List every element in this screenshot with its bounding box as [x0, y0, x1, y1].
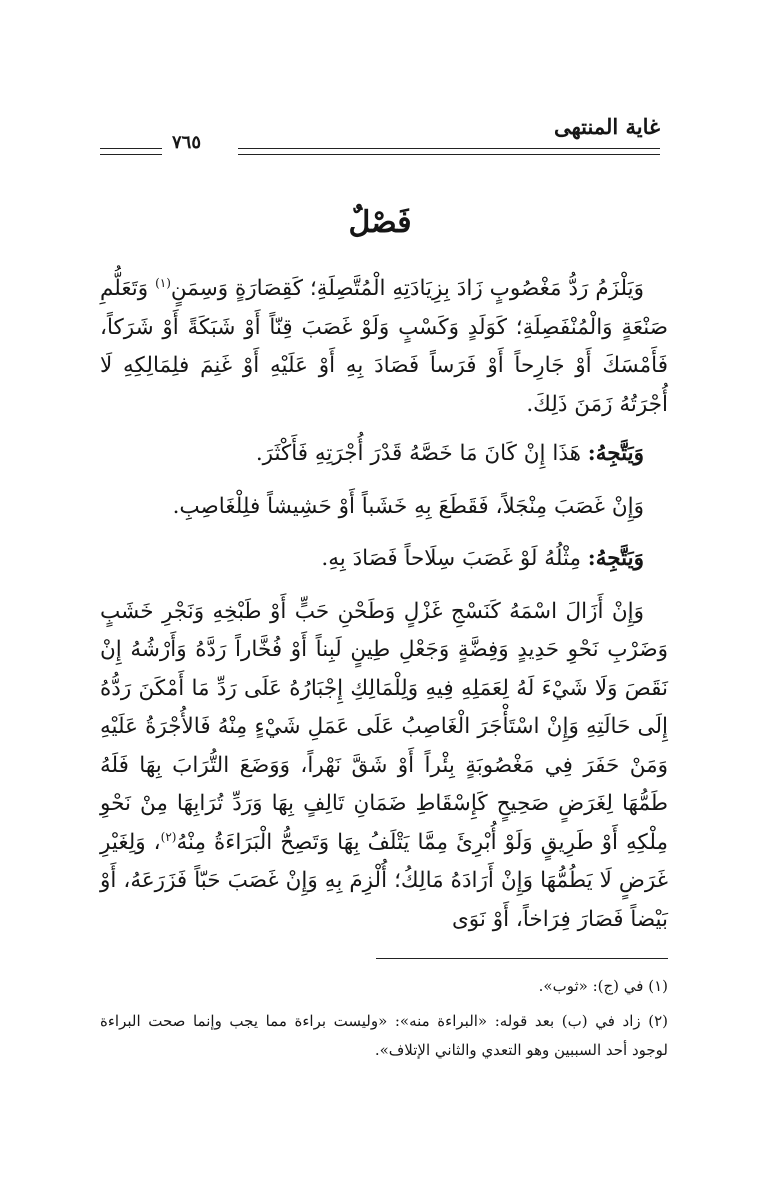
- footnote-separator: [376, 958, 668, 959]
- paragraph-3: [100, 488, 668, 527]
- footnote-ref-2[interactable]: (٢): [160, 829, 177, 844]
- footnotes: [100, 972, 668, 1071]
- paragraph-4: [100, 540, 668, 579]
- main-text: [100, 270, 668, 950]
- paragraph-2: [100, 435, 668, 474]
- paragraph-5: [100, 593, 668, 940]
- yattajih-keyword: وَيَتَّجِهُ:: [587, 546, 644, 571]
- paragraph-1-text: وَيَلْزَمُ رَدُّ مَغْصُوبٍ زَادَ بِزِيَادَتِهِ الْمُتَّصِلَةِ؛ كَقِصَارَةٍ وَسِمَنٍ: [170, 276, 644, 301]
- header-rule-long: [238, 148, 660, 155]
- paragraph-2-text: هَذَا إِنْ كَانَ مَا خَصَّهُ قَدْرَ أُجْرَتِهِ فَأَكْثَرَ.: [255, 441, 588, 466]
- yattajih-keyword: وَيَتَّجِهُ:: [587, 441, 644, 466]
- footnote-2: (٢) زاد في (ب) بعد قوله: «البراءة منه»: «وليست براءة مما يجب وإنما صحت البراءة لوجود أحد السببين وهو التعدي والثاني الإتلاف».: [100, 1012, 668, 1059]
- paragraph-1: [100, 270, 668, 424]
- footnote-1: (١) في (ج): «ثوب».: [538, 977, 668, 995]
- paragraph-5-text: وَإِنْ أَزَالَ اسْمَهُ كَنَسْجِ غَزْلٍ وَطَحْنِ حَبٍّ أَوْ طَبْخِهِ وَنَجْرِ خَشَبٍ وَضَرْبِ نَحْوِ حَدِيدٍ وَفِضَّةٍ وَجَعْلِ طِينٍ لَبِناً أَوْ فُخَّاراً رَدَّهُ وَأَرْشُهُ إِنْ نَقَصَ وَلَا شَيْءَ لَهُ لِعَمَلِهِ فِيهِ وَلِلْمَالِكِ إِجْبَارُهُ عَلَى رَدِّ مَا أَمْكَنَ رَدُّهُ إِلَى حَالَتِهِ وَإِنْ اسْتَأْجَرَ الْغَاصِبُ عَلَى عَمَلِ شَيْءٍ مِنْهُ فَالأُجْرَةُ عَلَيْهِ وَمَنْ حَفَرَ فِي مَغْصُوبَةٍ بِئْراً أَوْ شَقَّ نَهْراً، وَوَضَعَ التُّرَابَ بِهَا فَلَهُ طَمُّهَا لِغَرَضٍ صَحِيحٍ كَإِسْقَاطِ ضَمَانِ تَالِفٍ بِهَا وَرَدِّ تُرَابِهَا مِنْ نَحْوِ مِلْكِهِ أَوْ طَرِيقٍ وَلَوْ أُبْرِئَ مِمَّا يَتْلَفُ بِهَا وَتَصِحُّ الْبَرَاءَةُ مِنْهُ: [100, 598, 668, 855]
- page-number: ٧٦٥: [172, 132, 202, 153]
- running-title: غاية المنتهى: [553, 114, 660, 139]
- page-header: [100, 108, 660, 164]
- paragraph-4-text: مِثْلُهُ لَوْ غَصَبَ سِلَاحاً فَصَادَ بِهِ.: [321, 546, 588, 571]
- footnote-ref-1[interactable]: (١): [155, 275, 171, 290]
- paragraph-3-text: وَإِنْ غَصَبَ مِنْجَلاً، فَقَطَعَ بِهِ خَشَباً أَوْ حَشِيشاً فلِلْغَاصِبِ.: [172, 493, 644, 519]
- header-rule-short: [100, 148, 162, 155]
- section-title: فَصْلٌ: [348, 205, 412, 240]
- paragraph-1-tail: وَتَعَلُّمِ صَنْعَةٍ وَالْمُنْفَصِلَةِ؛ كَوَلَدٍ وَكَسْبٍ وَلَوْ غَصَبَ قِنّاً أَوْ شَبَكَةً أَوْ شَرَكاً، فَأَمْسَكَ أَوْ جَارِحاً أَوْ فَرَساً فَصَادَ بِهِ أَوْ عَلَيْهِ أَوْ غَنِمَ فلِمَالِكِهِ لَا أُجْرَتُهُ زَمَنَ ذَلِكَ.: [100, 276, 668, 417]
- paragraph-5-tail: ، وَلِغَيْرِ غَرَضٍ لَا يَطُمُّهَا وَإِنْ أَرَادَهُ مَالِكُ؛ أُلْزِمَ بِهِ وَإِنْ غَصَبَ حَبّاً فَزَرَعَهُ، أَوْ بَيْضاً فَصَارَ فِرَاخاً، أَوْ نَوَى: [100, 829, 668, 932]
